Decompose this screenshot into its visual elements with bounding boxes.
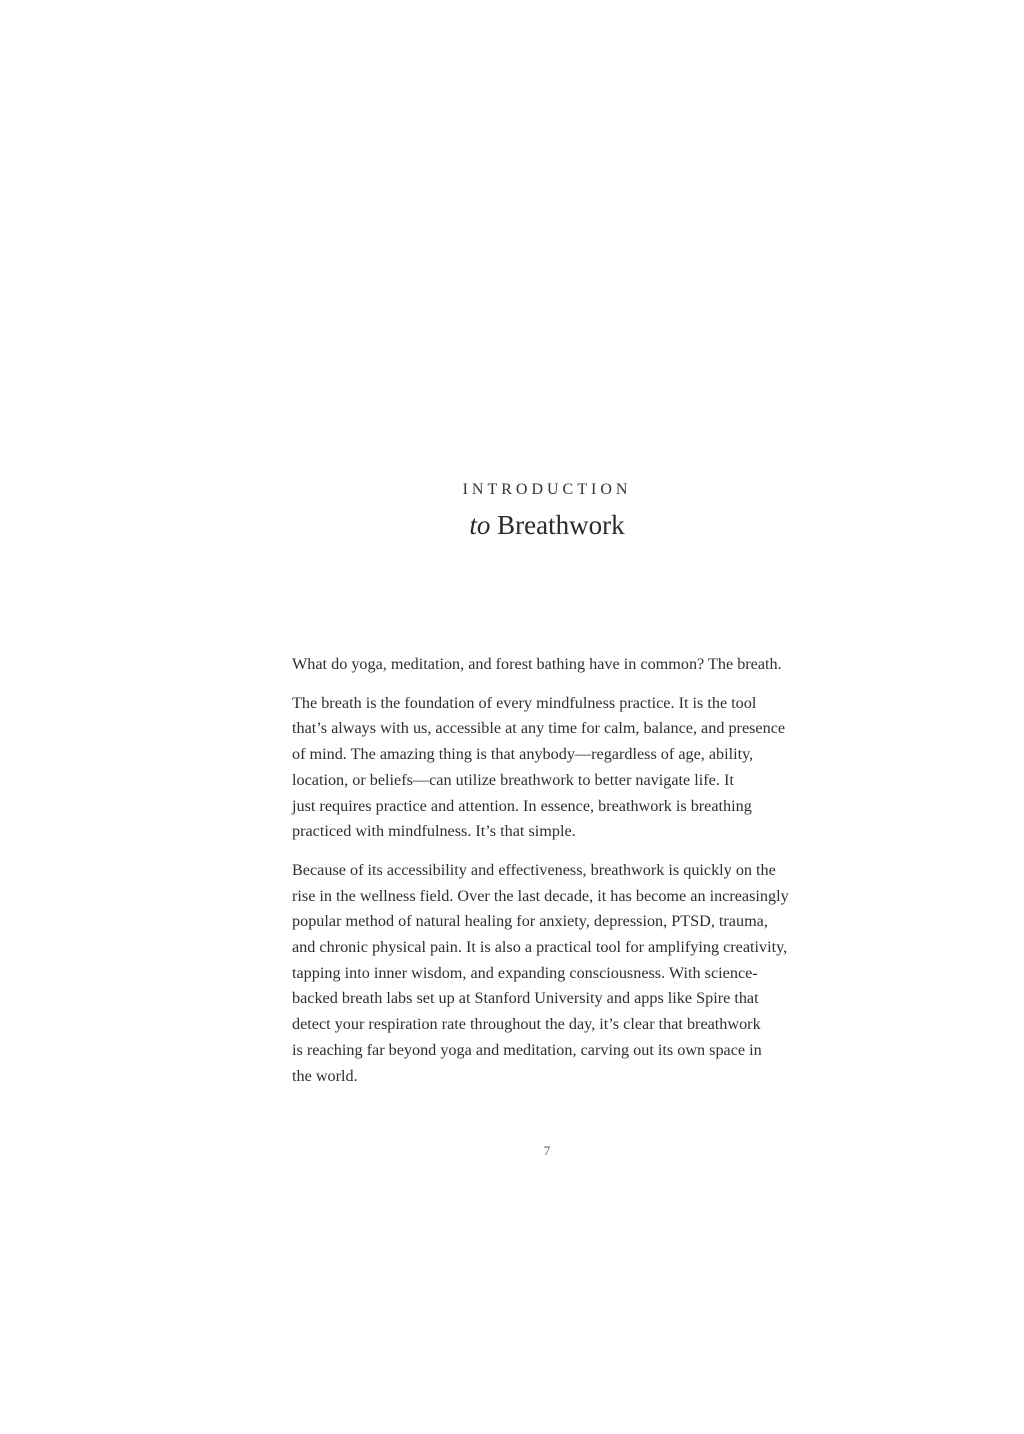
chapter-title: [0, 508, 1024, 542]
page-number: 7: [543, 1143, 551, 1158]
chapter-title-main: Breathwork: [497, 510, 625, 540]
chapter-heading: [0, 478, 1024, 542]
paragraph-3: Because of its accessibility and effectiveness, breathwork is quickly on the rise in the wellness field. Over the last decade, it has become an increasingly popular method of natural healing for anxiety, depression, PTSD, trauma, and chronic physical pain. It is also a practical tool for amplifying creativity, tapping into inner wisdom, and expanding consciousness. With science- backed breath labs set up at Stanford University and apps like Spire that detect your respiration rate throughout the day, it’s clear that breathwork is reaching far beyond yoga and meditation, carving out its own space in the world.: [292, 860, 789, 1085]
chapter-title-italic: to: [469, 510, 491, 540]
body-text: [292, 652, 806, 1102]
chapter-kicker: INTRODUCTION: [462, 481, 632, 498]
paragraph-2: The breath is the foundation of every mindfulness practice. It is the tool that’s always with us, accessible at any time for calm, balance, and presence of mind. The amazing thing is that anybody—regardless of age, ability, location, or beliefs—can utilize breathwork to better navigate life. It just requires practice and attention. In essence, breathwork is breathing practiced with mindfulness. It’s that simple.: [292, 693, 786, 841]
paragraph-1: What do yoga, meditation, and forest bathing have in common? The breath.: [292, 655, 782, 673]
